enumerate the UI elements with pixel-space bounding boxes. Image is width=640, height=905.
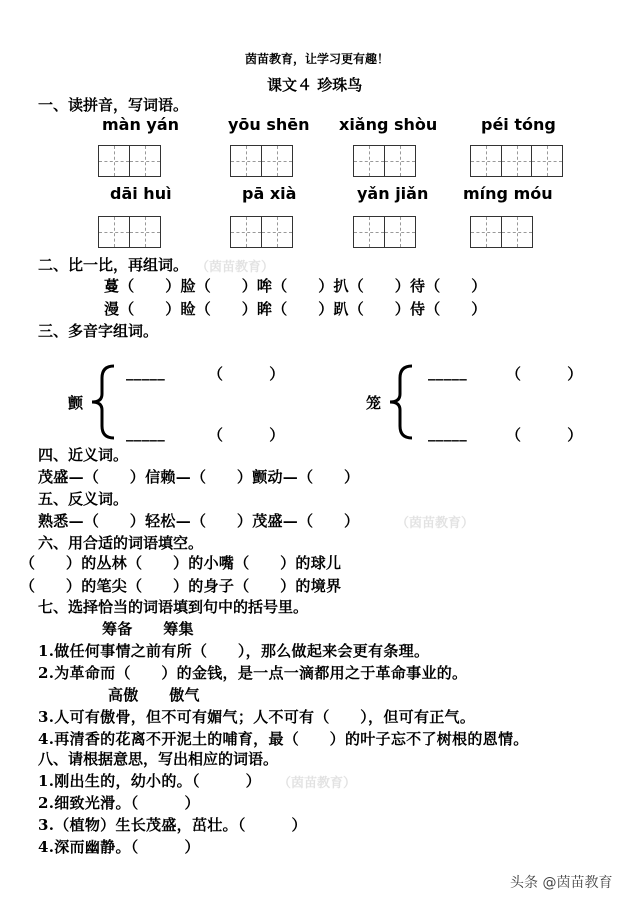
q6-row-2: （ ）的笔尖（ ）的身子（ ）的境界 [20,577,342,595]
q1-heading: 一、读拼音，写词语。 [38,96,189,114]
q8-heading: 八、请根据意思，写出相应的词语。 [38,750,279,768]
watermark-2: （茵苗教育） [396,516,475,531]
writing-boxes-7[interactable] [353,216,414,248]
q2-heading: 二、比一比，再组词。 [38,256,189,274]
footer-credit: 头条 @茵苗教育 [510,875,613,891]
polyphone-char-1: 颤 [68,394,84,412]
writing-boxes-5[interactable] [98,216,159,248]
q2-row-2: 漫（ ）睑（ ）眸（ ）趴（ ）侍（ ） [104,300,487,318]
pinyin-6: pā xià [242,184,297,203]
q3-blank-2b[interactable]: _____ [428,424,467,442]
q3-paren-1b[interactable]: （ ） [208,426,285,444]
q3-paren-1a[interactable]: （ ） [208,365,285,383]
q7-sentence-1: 1.做任何事情之前有所（ ），那么做起来会更有条理。 [38,642,430,660]
q3-blank-1a[interactable]: _____ [126,363,165,381]
page-title: 课文４ 珍珠鸟 [267,76,363,94]
writing-boxes-2[interactable] [230,145,291,177]
q3-heading: 三、多音字组词。 [38,322,159,340]
q8-item-1: 1.刚出生的，幼小的。（ ） [38,772,261,790]
pinyin-8: míng móu [463,184,553,203]
q3-paren-2a[interactable]: （ ） [506,365,583,383]
pinyin-4: péi tóng [481,115,556,134]
watermark-1: （茵苗教育） [196,260,275,275]
q7-word-options-1: 筹备 筹集 [102,620,194,638]
q8-item-3: 3.（植物）生长茂盛，茁壮。（ ） [38,816,307,834]
writing-boxes-3[interactable] [353,145,414,177]
header-slogan: 茵苗教育，让学习更有趣！ [245,52,390,66]
q5-line: 熟悉—（ ）轻松—（ ）茂盛—（ ） [38,512,360,530]
q2-row-1: 蔓（ ）脸（ ）哞（ ）扒（ ）待（ ） [104,277,487,295]
watermark-3: （茵苗教育） [278,776,357,791]
pinyin-3: xiǎng shòu [339,115,438,134]
q3-blank-2a[interactable]: _____ [428,363,467,381]
q4-heading: 四、近义词。 [38,446,129,464]
writing-boxes-4[interactable] [470,145,562,177]
brace-icon-2 [386,364,416,440]
q7-word-options-2: 高傲 傲气 [108,686,200,704]
writing-boxes-6[interactable] [230,216,291,248]
q3-paren-2b[interactable]: （ ） [506,426,583,444]
writing-boxes-1[interactable] [98,145,159,177]
q5-heading: 五、反义词。 [38,490,129,508]
q8-item-4: 4.深而幽静。（ ） [38,838,200,856]
q7-sentence-4: 4.再清香的花离不开泥土的哺育，最（ ）的叶子忘不了树根的恩情。 [38,730,529,748]
polyphone-char-2: 笼 [366,394,382,412]
q8-item-2: 2.细致光滑。（ ） [38,794,200,812]
q7-sentence-2: 2.为革命而（ ）的金钱，是一点一滴都用之于革命事业的。 [38,664,468,682]
q6-heading: 六、用合适的词语填空。 [38,534,204,552]
pinyin-7: yǎn jiǎn [357,184,429,203]
q6-row-1: （ ）的丛林（ ）的小嘴（ ）的球儿 [20,554,342,572]
writing-boxes-8[interactable] [470,216,531,248]
pinyin-1: màn yán [102,115,180,134]
q4-line: 茂盛—（ ）信赖—（ ）颤动—（ ） [38,468,360,486]
pinyin-5: dāi huì [110,184,172,203]
brace-icon-1 [88,364,118,440]
pinyin-2: yōu shēn [228,115,310,134]
q7-heading: 七、选择恰当的词语填到句中的括号里。 [38,598,309,616]
q7-sentence-3: 3.人可有傲骨，但不可有媚气；人不可有（ ），但可有正气。 [38,708,476,726]
q3-blank-1b[interactable]: _____ [126,424,165,442]
